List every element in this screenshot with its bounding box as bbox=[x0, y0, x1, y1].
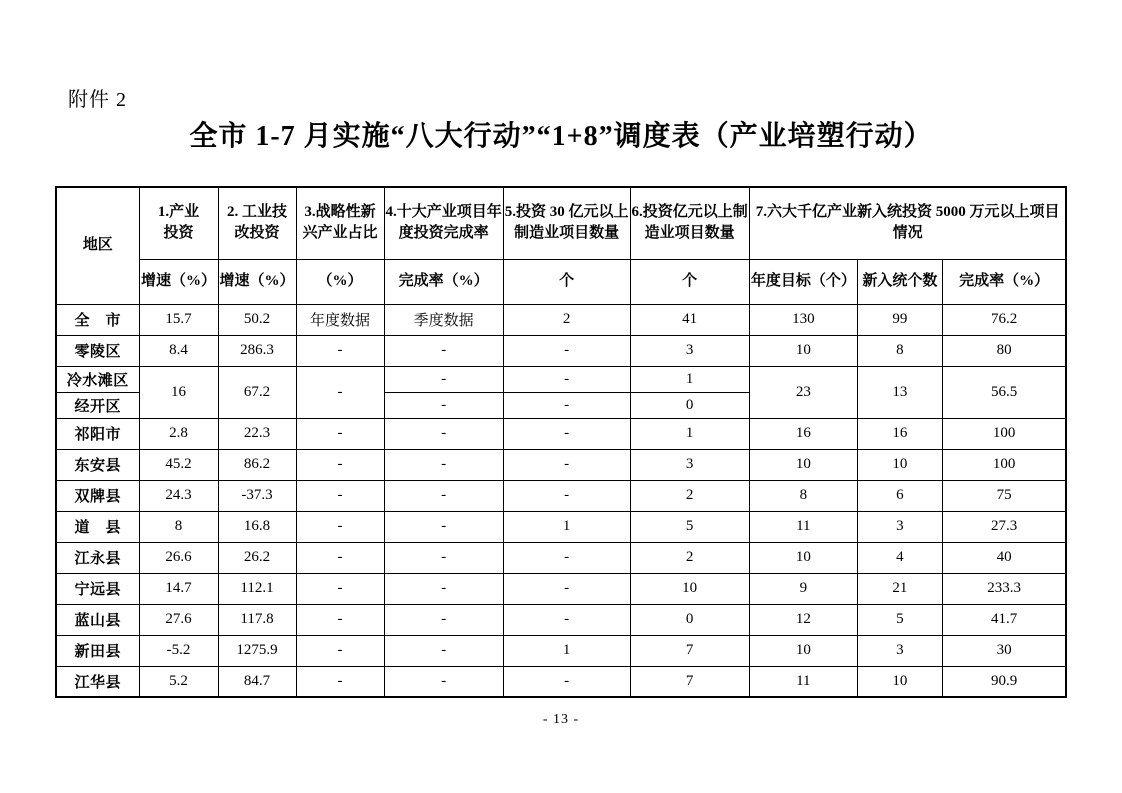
cell-value: - bbox=[296, 604, 384, 635]
cell-value: 10 bbox=[749, 449, 857, 480]
cell-value: 99 bbox=[857, 304, 942, 335]
cell-value: 16.8 bbox=[218, 511, 296, 542]
unit-col-6: 个 bbox=[630, 259, 749, 304]
cell-value: - bbox=[296, 418, 384, 449]
cell-value: 26.2 bbox=[218, 542, 296, 573]
cell-value: - bbox=[503, 573, 630, 604]
table-row-merged-top bbox=[56, 366, 1066, 392]
header-region: 地区 bbox=[56, 187, 139, 304]
cell-value: - bbox=[384, 635, 503, 666]
table-row bbox=[56, 449, 1066, 480]
header-col-3 bbox=[296, 187, 384, 259]
header-col-5-line-1: 5.投资 30 亿元以上 bbox=[504, 203, 629, 220]
header-col-7-line-1: 7.六大千亿产业新入统投资 5000 万元以上项目 bbox=[755, 203, 1060, 220]
cell-value: 41.7 bbox=[942, 604, 1066, 635]
cell-value: 50.2 bbox=[218, 304, 296, 335]
cell-value: 80 bbox=[942, 335, 1066, 366]
header-title-row bbox=[56, 187, 1066, 259]
cell-value: 10 bbox=[749, 635, 857, 666]
cell-value: 45.2 bbox=[139, 449, 218, 480]
cell-value: 2.8 bbox=[139, 418, 218, 449]
cell-value: 1 bbox=[503, 635, 630, 666]
cell-value: 15.7 bbox=[139, 304, 218, 335]
cell-value: - bbox=[384, 542, 503, 573]
cell-value: - bbox=[296, 335, 384, 366]
cell-value: - bbox=[503, 449, 630, 480]
cell-value: 10 bbox=[630, 573, 749, 604]
header-col-3-line-1: 3.战略性新 bbox=[304, 203, 376, 220]
cell-region: 江华县 bbox=[56, 666, 139, 697]
attachment-label: 附件 2 bbox=[68, 89, 127, 111]
table-row bbox=[56, 573, 1066, 604]
cell-value: 30 bbox=[942, 635, 1066, 666]
table-row bbox=[56, 666, 1066, 697]
cell-value: 27.6 bbox=[139, 604, 218, 635]
cell-value: - bbox=[503, 604, 630, 635]
cell-value: 3 bbox=[630, 449, 749, 480]
cell-value: - bbox=[296, 573, 384, 604]
header-col-1 bbox=[139, 187, 218, 259]
header-col-5 bbox=[503, 187, 630, 259]
cell-value: 10 bbox=[857, 449, 942, 480]
cell-value: 7 bbox=[630, 666, 749, 697]
cell-value: 1 bbox=[503, 511, 630, 542]
header-col-2-line-1: 2. 工业技 bbox=[227, 203, 288, 220]
cell-value: - bbox=[503, 335, 630, 366]
unit-col-4: 完成率（%） bbox=[384, 259, 503, 304]
cell-value: 8 bbox=[139, 511, 218, 542]
cell-value: 7 bbox=[630, 635, 749, 666]
cell-value: 9 bbox=[749, 573, 857, 604]
cell-value: - bbox=[384, 573, 503, 604]
cell-value: - bbox=[384, 449, 503, 480]
cell-region: 全 市 bbox=[56, 304, 139, 335]
unit-col-7c: 完成率（%） bbox=[942, 259, 1066, 304]
cell-value-merged: - bbox=[296, 366, 384, 418]
cell-region: 祁阳市 bbox=[56, 418, 139, 449]
cell-value: 0 bbox=[630, 392, 749, 418]
cell-value: 1 bbox=[630, 366, 749, 392]
cell-value: -5.2 bbox=[139, 635, 218, 666]
cell-value-merged: 16 bbox=[139, 366, 218, 418]
cell-region: 东安县 bbox=[56, 449, 139, 480]
header-col-2-line-2: 改投资 bbox=[234, 225, 280, 242]
cell-value: 季度数据 bbox=[384, 304, 503, 335]
schedule-table bbox=[55, 186, 1067, 698]
header-col-4 bbox=[384, 187, 503, 259]
cell-value: 26.6 bbox=[139, 542, 218, 573]
header-col-7-group bbox=[749, 187, 1066, 259]
header-unit-row bbox=[56, 259, 1066, 304]
cell-value: 3 bbox=[857, 635, 942, 666]
unit-col-7b: 新入统个数 bbox=[857, 259, 942, 304]
cell-value: 5 bbox=[857, 604, 942, 635]
cell-value: 76.2 bbox=[942, 304, 1066, 335]
page-number: - 13 - bbox=[542, 712, 580, 727]
cell-value-merged: 56.5 bbox=[942, 366, 1066, 418]
unit-col-3: （%） bbox=[296, 259, 384, 304]
cell-value: 12 bbox=[749, 604, 857, 635]
header-col-4-line-2: 度投资完成率 bbox=[398, 225, 489, 242]
cell-region: 道 县 bbox=[56, 511, 139, 542]
cell-value: 286.3 bbox=[218, 335, 296, 366]
cell-value: 84.7 bbox=[218, 666, 296, 697]
cell-value: - bbox=[503, 480, 630, 511]
cell-value: 117.8 bbox=[218, 604, 296, 635]
cell-value: 5.2 bbox=[139, 666, 218, 697]
cell-value: 0 bbox=[630, 604, 749, 635]
header-col-3-line-2: 兴产业占比 bbox=[302, 225, 378, 242]
cell-value: - bbox=[503, 366, 630, 392]
cell-value: 4 bbox=[857, 542, 942, 573]
cell-value: 27.3 bbox=[942, 511, 1066, 542]
cell-value: 5 bbox=[630, 511, 749, 542]
table-row bbox=[56, 480, 1066, 511]
cell-value: - bbox=[384, 480, 503, 511]
header-col-5-line-2: 制造业项目数量 bbox=[514, 225, 620, 242]
cell-value: 8 bbox=[749, 480, 857, 511]
cell-region: 宁远县 bbox=[56, 573, 139, 604]
cell-value-merged: 13 bbox=[857, 366, 942, 418]
cell-value: 86.2 bbox=[218, 449, 296, 480]
cell-value: 21 bbox=[857, 573, 942, 604]
cell-region: 零陵区 bbox=[56, 335, 139, 366]
cell-value: - bbox=[296, 480, 384, 511]
table-row bbox=[56, 335, 1066, 366]
cell-value: 14.7 bbox=[139, 573, 218, 604]
cell-value: 10 bbox=[749, 335, 857, 366]
cell-value: 1 bbox=[630, 418, 749, 449]
cell-value: - bbox=[296, 449, 384, 480]
cell-value: 16 bbox=[749, 418, 857, 449]
cell-value: - bbox=[296, 542, 384, 573]
cell-value: - bbox=[296, 511, 384, 542]
cell-value: 75 bbox=[942, 480, 1066, 511]
cell-value: 1275.9 bbox=[218, 635, 296, 666]
unit-col-7a: 年度目标（个） bbox=[749, 259, 857, 304]
cell-value: - bbox=[296, 635, 384, 666]
cell-value: 24.3 bbox=[139, 480, 218, 511]
cell-region: 新田县 bbox=[56, 635, 139, 666]
cell-value: - bbox=[384, 666, 503, 697]
cell-value: -37.3 bbox=[218, 480, 296, 511]
cell-value: - bbox=[384, 511, 503, 542]
header-col-1-line-1: 1.产业 bbox=[157, 203, 200, 220]
cell-value: 233.3 bbox=[942, 573, 1066, 604]
cell-value: 10 bbox=[749, 542, 857, 573]
cell-region: 蓝山县 bbox=[56, 604, 139, 635]
cell-value: 6 bbox=[857, 480, 942, 511]
table-row bbox=[56, 511, 1066, 542]
header-col-6-line-1: 6.投资亿元以上制 bbox=[631, 203, 748, 220]
cell-value: 40 bbox=[942, 542, 1066, 573]
cell-value: 2 bbox=[630, 480, 749, 511]
cell-region: 双牌县 bbox=[56, 480, 139, 511]
cell-value: 8.4 bbox=[139, 335, 218, 366]
header-col-4-line-1: 4.十大产业项目年 bbox=[385, 203, 502, 220]
header-col-7-line-2: 情况 bbox=[892, 225, 923, 242]
cell-value: 2 bbox=[630, 542, 749, 573]
cell-value: 3 bbox=[857, 511, 942, 542]
cell-value: - bbox=[384, 604, 503, 635]
cell-value: - bbox=[503, 666, 630, 697]
cell-value: - bbox=[384, 418, 503, 449]
cell-value: 10 bbox=[857, 666, 942, 697]
cell-region: 江永县 bbox=[56, 542, 139, 573]
header-col-6 bbox=[630, 187, 749, 259]
cell-value: - bbox=[296, 666, 384, 697]
cell-value: 11 bbox=[749, 511, 857, 542]
cell-region: 冷水滩区 bbox=[56, 366, 139, 392]
table-row bbox=[56, 418, 1066, 449]
cell-value-merged: 67.2 bbox=[218, 366, 296, 418]
table-row bbox=[56, 604, 1066, 635]
cell-value: 100 bbox=[942, 418, 1066, 449]
cell-value: - bbox=[384, 335, 503, 366]
cell-value: 2 bbox=[503, 304, 630, 335]
table-row bbox=[56, 542, 1066, 573]
document-title: 全市 1-7 月实施“八大行动”“1+8”调度表（产业培塑行动） bbox=[189, 121, 933, 152]
cell-value: 100 bbox=[942, 449, 1066, 480]
cell-value: - bbox=[503, 392, 630, 418]
cell-value: 16 bbox=[857, 418, 942, 449]
cell-value: - bbox=[503, 418, 630, 449]
cell-value: 41 bbox=[630, 304, 749, 335]
table-row bbox=[56, 635, 1066, 666]
cell-value: - bbox=[384, 366, 503, 392]
header-col-2 bbox=[218, 187, 296, 259]
cell-value: 3 bbox=[630, 335, 749, 366]
cell-value-merged: 23 bbox=[749, 366, 857, 418]
cell-value: 11 bbox=[749, 666, 857, 697]
cell-value: 130 bbox=[749, 304, 857, 335]
unit-col-5: 个 bbox=[503, 259, 630, 304]
unit-col-1: 增速（%） bbox=[139, 259, 218, 304]
cell-value: 年度数据 bbox=[296, 304, 384, 335]
header-col-6-line-2: 造业项目数量 bbox=[644, 225, 735, 242]
header-col-1-line-2: 投资 bbox=[163, 225, 194, 242]
cell-region: 经开区 bbox=[56, 392, 139, 418]
unit-col-2: 增速（%） bbox=[218, 259, 296, 304]
table-row-citywide bbox=[56, 304, 1066, 335]
cell-value: - bbox=[384, 392, 503, 418]
cell-value: 112.1 bbox=[218, 573, 296, 604]
cell-value: 90.9 bbox=[942, 666, 1066, 697]
cell-value: 22.3 bbox=[218, 418, 296, 449]
cell-value: - bbox=[503, 542, 630, 573]
cell-value: 8 bbox=[857, 335, 942, 366]
